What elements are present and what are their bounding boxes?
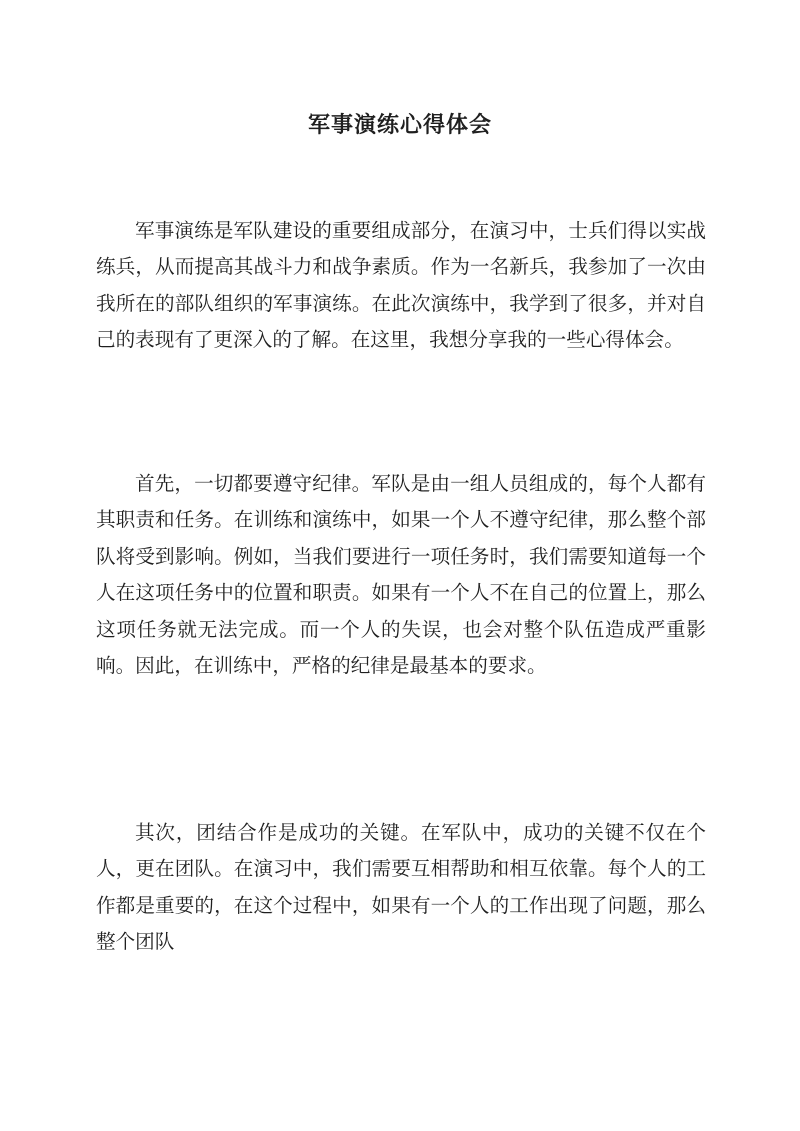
paragraph-teamwork: 其次，团结合作是成功的关键。在军队中，成功的关键不仅在个人，更在团队。在演习中，我们需要互相帮助和相互依靠。每个人的工作都是重要的，在这个过程中，如果有一个人的工作出现了问题，那么整个团队: [96, 821, 706, 954]
paragraph-discipline: 首先，一切都要遵守纪律。军队是由一组人员组成的，每个人都有其职责和任务。在训练和演练中，如果一个人不遵守纪律，那么整个部队将受到影响。例如，当我们要进行一项任务时，我们需要知道每一个人在这项任务中的位置和职责。如果有一个人不在自己的位置上，那么这项任务就无法完成。而一个人的失误，也会对整个队伍造成严重影响。因此，在训练中，严格的纪律是最基本的要求。: [96, 472, 706, 678]
document-title: 军事演练心得体会: [307, 111, 492, 138]
paragraph-intro: 军事演练是军队建设的重要组成部分，在演习中，士兵们得以实战练兵，从而提高其战斗力和战争素质。作为一名新兵，我参加了一次由我所在的部队组织的军事演练。在此次演练中，我学到了很多，并对自己的表现有了更深入的了解。在这里，我想分享我的一些心得体会。: [96, 219, 706, 352]
